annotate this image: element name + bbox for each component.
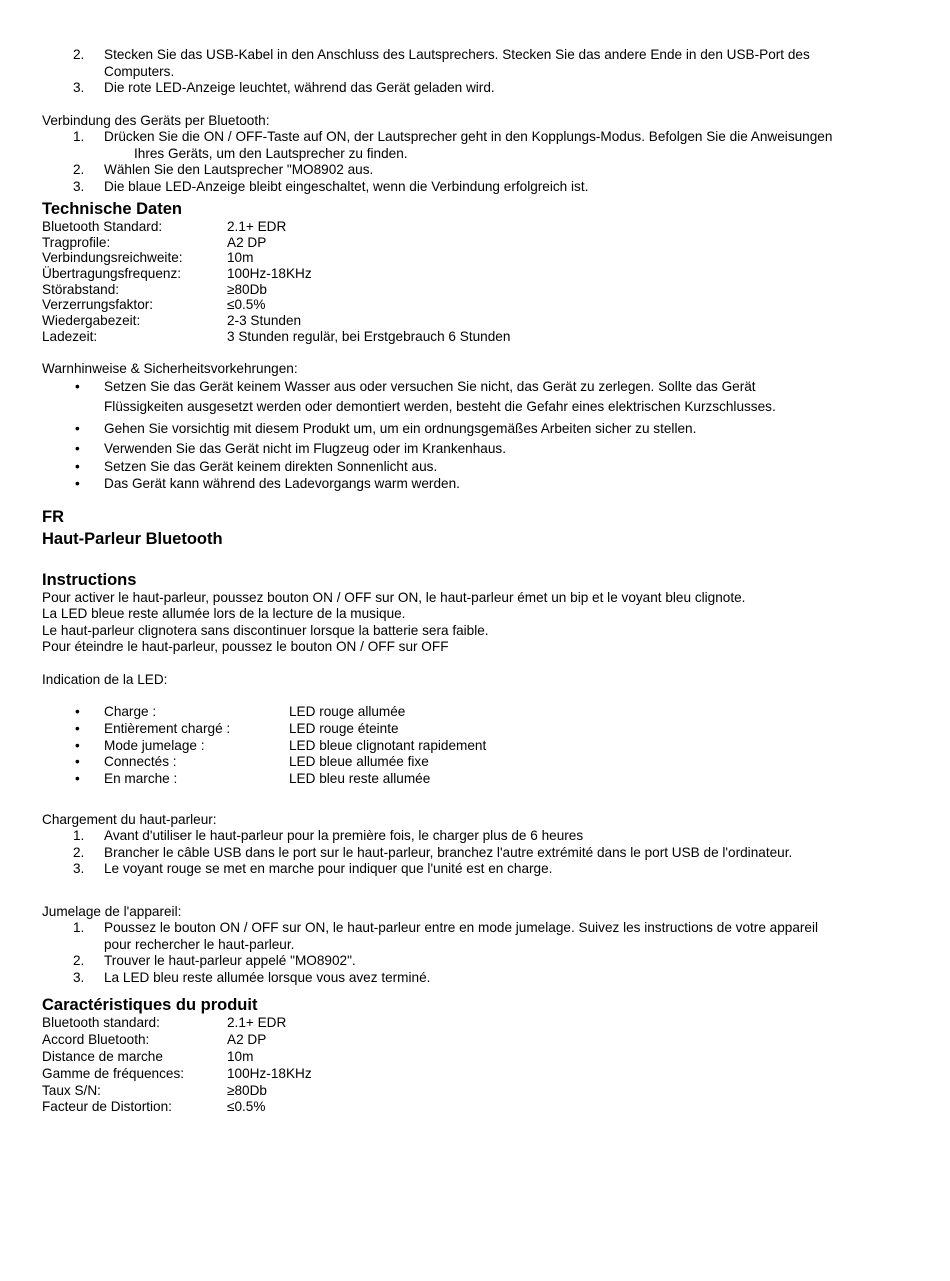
list-item: • Charge : LED rouge allumée	[75, 704, 406, 719]
bullet: •	[75, 458, 80, 474]
list-item: • Setzen Sie das Gerät keinem Wasser aus oder versuchen Sie nicht, das Gerät zu zerlegen. Sollte das Gerät Flüssigkeiten ausgesetzt werden oder demontiert werden, besteht die Gefahr eines elektrischen Kurzschlusses.	[75, 379, 776, 414]
bullet: •	[75, 379, 80, 394]
section-heading: Verbindung des Geräts per Bluetooth:	[42, 112, 270, 128]
list-item: • Connectés : LED bleue allumée fixe	[75, 754, 429, 770]
list-item: 3. Die rote LED-Anzeige leuchtet, während das Gerät geladen wird.	[73, 80, 495, 95]
list-item: • Gehen Sie vorsichtig mit diesem Produkt um, um ein ordnungsgemäßes Arbeiten sicher zu stellen.	[42, 419, 892, 439]
list-item: • Verwenden Sie das Gerät nicht im Flugzeug oder im Krankenhaus.	[75, 441, 506, 456]
de-warnings	[42, 377, 892, 493]
spec-row: Gamme de fréquences: 100Hz-18KHz	[42, 1065, 312, 1081]
list-item: • Entièrement chargé : LED rouge éteinte	[75, 720, 399, 736]
bullet: •	[75, 441, 80, 456]
fr-specs	[42, 1015, 892, 1116]
fr-led-list	[42, 704, 892, 788]
spec-row: Distance de marche 10m	[42, 1049, 254, 1065]
list-item: 1. Poussez le bouton ON / OFF sur ON, le haut-parleur entre en mode jumelage. Suivez les instructions de votre appareil pour rechercher le haut-parleur.	[73, 920, 819, 952]
fr-charge-steps	[42, 828, 892, 878]
list-item: 3. La LED bleu reste allumée lorsque vous avez terminé.	[73, 969, 431, 985]
fr-title: Haut-Parleur Bluetooth	[42, 529, 223, 548]
spec-row: Wiedergabezeit: 2-3 Stunden	[42, 313, 302, 329]
list-item: • En marche : LED bleu reste allumée	[75, 771, 431, 787]
spec-row: Taux S/N: ≥80Db	[42, 1082, 267, 1098]
list-item: 1. Avant d'utiliser le haut-parleur pour la première fois, le charger plus de 6 heures	[73, 828, 584, 844]
list-item: 2. Wählen Sie den Lautsprecher "MO8902 aus.	[73, 162, 374, 177]
list-item: 3. Die blaue LED-Anzeige bleibt eingeschaltet, wenn die Verbindung erfolgreich ist.	[73, 178, 589, 194]
de-connect-steps	[42, 129, 892, 195]
spec-row: Ladezeit: 3 Stunden regulär, bei Erstgebrauch 6 Stunden	[42, 328, 511, 344]
spec-row: Facteur de Distortion: ≤0.5%	[42, 1099, 266, 1115]
language-code: FR	[42, 507, 64, 526]
list-item: • Setzen Sie das Gerät keinem direkten Sonnenlicht aus.	[75, 458, 438, 474]
spec-row: Verzerrungsfaktor: ≤0.5%	[42, 297, 266, 313]
tech-data-title: Technische Daten	[42, 200, 182, 218]
de-tech-specs	[42, 219, 892, 345]
list-item: 1. Drücken Sie die ON / OFF-Taste auf ON, der Lautsprecher geht in den Kopplungs-Modus. Befolgen Sie die Anweisungen Ihres Geräts, um den Lautsprecher zu finden.	[73, 129, 833, 161]
list-item: 2. Stecken Sie das USB-Kabel in den Anschluss des Lautsprechers. Stecken Sie das andere Ende in den USB-Port des Computers.	[73, 47, 810, 79]
spec-row: Bluetooth standard: 2.1+ EDR	[42, 1015, 287, 1031]
bullet: •	[75, 476, 80, 491]
section-heading: Chargement du haut-parleur:	[42, 811, 217, 827]
spec-row: Übertragungsfrequenz: 100Hz-18KHz	[42, 266, 312, 282]
list-item: 3. Le voyant rouge se met en marche pour indiquer que l'unité est en charge.	[73, 861, 553, 877]
list-item: • Mode jumelage : LED bleue clignotant rapidement	[75, 737, 487, 753]
product-specs-title: Caractéristiques du produit	[42, 996, 258, 1015]
fr-instructions: Pour activer le haut-parleur, poussez bouton ON / OFF sur ON, le haut-parleur émet un bip et le voyant bleu clignote. La LED bleue reste allumée lors de la lecture de la musique. Le haut-parleur clignotera sans discontinuer lorsque la batterie sera faible. Pour éteindre le haut-parleur, poussez le bouton ON / OFF sur OFF	[42, 589, 746, 654]
section-heading: Jumelage de l'appareil:	[42, 903, 182, 919]
spec-row: Verbindungsreichweite: 10m	[42, 250, 254, 266]
list-item: 2. Brancher le câble USB dans le port sur le haut-parleur, branchez l'autre extrémité dans le port USB de l'ordinateur.	[73, 844, 793, 860]
section-heading: Indication de la LED:	[42, 671, 168, 687]
list-item: • Das Gerät kann während des Ladevorgangs warm werden.	[75, 476, 460, 491]
de-charge-steps	[42, 47, 892, 97]
spec-row: Accord Bluetooth: A2 DP	[42, 1032, 267, 1048]
spec-row: Störabstand: ≥80Db	[42, 281, 267, 297]
section-heading: Warnhinweise & Sicherheitsvorkehrungen:	[42, 360, 298, 376]
spec-row: Tragprofile: A2 DP	[42, 234, 267, 250]
list-item: 2. Trouver le haut-parleur appelé "MO8902".	[73, 953, 356, 969]
bullet: •	[75, 421, 80, 436]
instructions-title: Instructions	[42, 570, 137, 589]
document-page	[42, 47, 892, 1116]
fr-pair-steps	[42, 920, 892, 986]
spec-row: Bluetooth Standard: 2.1+ EDR	[42, 219, 287, 234]
